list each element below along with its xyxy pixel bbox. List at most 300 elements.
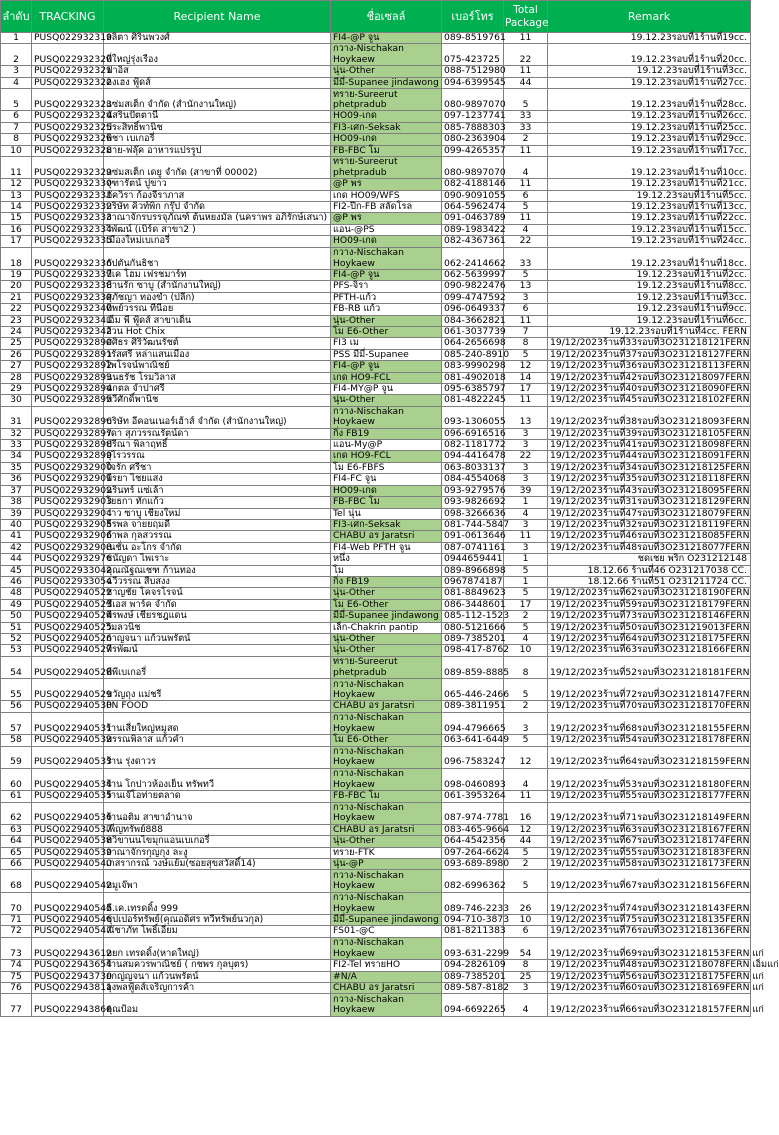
- cell-recipient-name[interactable]: PN FOOD: [104, 701, 331, 712]
- cell-sales-name[interactable]: HO09-เกด: [331, 111, 442, 122]
- cell-sales-name[interactable]: เกด HO9-FCL: [331, 372, 442, 383]
- cell-tracking[interactable]: PUSQ022940540: [32, 859, 104, 870]
- cell-sales-name[interactable]: FI2-Tel ทรายHO: [331, 960, 442, 971]
- cell-remark[interactable]: 19.12.23รอบที่1ร้านที่25cc.: [548, 122, 751, 133]
- cell-tracking[interactable]: PUSQ022933042: [32, 565, 104, 576]
- cell-remark[interactable]: 19/12/2023ร้านที่54รอบที่3O231218178FERN: [548, 735, 751, 746]
- cell-total-package[interactable]: 3: [504, 519, 548, 530]
- cell-no[interactable]: 61: [1, 791, 32, 802]
- cell-total-package[interactable]: 4: [504, 224, 548, 235]
- cell-no[interactable]: 10: [1, 145, 32, 156]
- cell-phone[interactable]: 088-7512980: [442, 66, 504, 77]
- cell-recipient-name[interactable]: พีรพัฒน์: [104, 645, 331, 656]
- cell-recipient-name[interactable]: ใจรัก ศรีชา: [104, 462, 331, 473]
- cell-no[interactable]: 15: [1, 213, 32, 224]
- cell-remark[interactable]: 19.12.23รอบที่1ร้านที่20cc.: [548, 44, 751, 66]
- cell-remark[interactable]: 19/12/2023ร้านที่52รอบที่3O231218181FERN: [548, 656, 751, 678]
- cell-remark[interactable]: 19/12/2023ร้านที่38รอบที่3O231218093FERN: [548, 406, 751, 428]
- cell-total-package[interactable]: 5: [504, 870, 548, 892]
- cell-remark[interactable]: 19/12/2023ร้านที่60รอบที่3O231218169FERN แก่: [548, 982, 751, 993]
- cell-total-package[interactable]: 13: [504, 281, 548, 292]
- cell-remark[interactable]: 19/12/2023ร้านที่34รอบที่3O231218125FERN: [548, 462, 751, 473]
- cell-tracking[interactable]: PUSQ022932903: [32, 497, 104, 508]
- cell-remark[interactable]: 19/12/2023ร้านที่66รอบที่3O231218157FERN แก่: [548, 994, 751, 1016]
- cell-sales-name[interactable]: FB-FBC โม: [331, 145, 442, 156]
- cell-sales-name[interactable]: #N/A: [331, 971, 442, 982]
- cell-no[interactable]: 26: [1, 349, 32, 360]
- cell-recipient-name[interactable]: พีพีเบเกอรี่: [104, 656, 331, 678]
- cell-no[interactable]: 71: [1, 915, 32, 926]
- cell-phone[interactable]: 094-4796665: [442, 712, 504, 734]
- cell-tracking[interactable]: PUSQ022932328: [32, 145, 104, 156]
- cell-tracking[interactable]: PUSQ022940542: [32, 870, 104, 892]
- cell-no[interactable]: 65: [1, 847, 32, 858]
- cell-remark[interactable]: 19.12.23รอบที่1ร้านที่21cc.: [548, 179, 751, 190]
- cell-remark[interactable]: 19.12.23รอบที่1ร้านที่13cc.: [548, 202, 751, 213]
- cell-remark[interactable]: 19.12.23รอบที่1ร้านที่29cc.: [548, 134, 751, 145]
- cell-sales-name[interactable]: FI4-Web PFTH จูน: [331, 542, 442, 553]
- cell-recipient-name[interactable]: พีรพงษ์ เชียรชฎแดน: [104, 611, 331, 622]
- cell-tracking[interactable]: PUSQ022932325: [32, 122, 104, 133]
- cell-remark[interactable]: 19.12.23รอบที่1ร้านที่6cc.: [548, 315, 751, 326]
- cell-sales-name[interactable]: CHABU อร Jaratsri: [331, 531, 442, 542]
- cell-total-package[interactable]: 11: [504, 315, 548, 326]
- cell-phone[interactable]: 064-2656698: [442, 338, 504, 349]
- cell-no[interactable]: 40: [1, 519, 32, 530]
- cell-tracking[interactable]: PUSQ022932900: [32, 462, 104, 473]
- cell-no[interactable]: 29: [1, 384, 32, 395]
- cell-tracking[interactable]: PUSQ022932321: [32, 66, 104, 77]
- cell-remark[interactable]: 19.12.23รอบที่1ร้านที่17cc.: [548, 145, 751, 156]
- cell-phone[interactable]: 095-6385797: [442, 384, 504, 395]
- cell-tracking[interactable]: PUSQ022932894: [32, 384, 104, 395]
- cell-remark[interactable]: 19/12/2023ร้านที่44รอบที่3O231218091FERN: [548, 451, 751, 462]
- cell-tracking[interactable]: PUSQ022932333: [32, 213, 104, 224]
- cell-remark[interactable]: 18.12.66 ร้านที่46 O231217038 CC.: [548, 565, 751, 576]
- cell-recipient-name[interactable]: นนธรัช โรมวิลาส: [104, 372, 331, 383]
- cell-phone[interactable]: 083-465-9664: [442, 824, 504, 835]
- cell-tracking[interactable]: PUSQ022940532: [32, 735, 104, 746]
- cell-no[interactable]: 39: [1, 508, 32, 519]
- cell-phone[interactable]: 089-1983422: [442, 224, 504, 235]
- cell-tracking[interactable]: PUSQ022932902: [32, 485, 104, 496]
- cell-remark[interactable]: 19/12/2023ร้านที่72รอบที่3O231218147FERN: [548, 679, 751, 701]
- cell-no[interactable]: 72: [1, 926, 32, 937]
- cell-remark[interactable]: 19.12.23รอบที่1ร้านที่5cc.: [548, 190, 751, 201]
- cell-tracking[interactable]: PUSQ022940546: [32, 915, 104, 926]
- cell-total-package[interactable]: 22: [504, 451, 548, 462]
- cell-phone[interactable]: 084-4554068: [442, 474, 504, 485]
- cell-no[interactable]: 50: [1, 611, 32, 622]
- cell-remark[interactable]: 19.12.23รอบที่1ร้านที่8cc.: [548, 281, 751, 292]
- cell-total-package[interactable]: 11: [504, 213, 548, 224]
- cell-remark[interactable]: 19/12/2023ร้านที่46รอบที่3O231218085FERN: [548, 531, 751, 542]
- cell-no[interactable]: 64: [1, 836, 32, 847]
- cell-no[interactable]: 8: [1, 134, 32, 145]
- cell-recipient-name[interactable]: ร้านเสี่ยใหญ่หมูสด: [104, 712, 331, 734]
- cell-remark[interactable]: 19/12/2023ร้านที่58รอบที่3O231218173FERN: [548, 859, 751, 870]
- cell-sales-name[interactable]: เกด HO09/WFS: [331, 190, 442, 201]
- cell-total-package[interactable]: 11: [504, 33, 548, 44]
- cell-no[interactable]: 17: [1, 236, 32, 247]
- cell-no[interactable]: 56: [1, 701, 32, 712]
- cell-sales-name[interactable]: ทราย-FTK: [331, 847, 442, 858]
- cell-total-package[interactable]: 1: [504, 497, 548, 508]
- cell-recipient-name[interactable]: ศศิธร ศิริวัฒนรัชต์: [104, 338, 331, 349]
- cell-no[interactable]: 75: [1, 971, 32, 982]
- header-recipient[interactable]: Recipient Name: [104, 1, 331, 33]
- cell-remark[interactable]: 19/12/2023ร้านที่71รอบที่3O231218149FERN: [548, 802, 751, 824]
- cell-recipient-name[interactable]: ว่าว ซาบู เชียงใหม่: [104, 508, 331, 519]
- cell-remark[interactable]: 19/12/2023ร้านที่47รอบที่3O231218079FERN: [548, 508, 751, 519]
- cell-tracking[interactable]: PUSQ022940523: [32, 599, 104, 610]
- cell-total-package[interactable]: 10: [504, 645, 548, 656]
- cell-total-package[interactable]: 3: [504, 982, 548, 993]
- cell-recipient-name[interactable]: ณัชาภัท โพธิ์เอี่ยม: [104, 926, 331, 937]
- cell-remark[interactable]: 19/12/2023ร้านที่31รอบที่3O231218129FERN: [548, 497, 751, 508]
- cell-phone[interactable]: 064-5962474: [442, 202, 504, 213]
- cell-remark[interactable]: 19.12.23รอบที่1ร้านที่24cc.: [548, 236, 751, 247]
- cell-tracking[interactable]: PUSQ022943654: [32, 960, 104, 971]
- cell-no[interactable]: 12: [1, 179, 32, 190]
- cell-no[interactable]: 30: [1, 395, 32, 406]
- cell-total-package[interactable]: 5: [504, 269, 548, 280]
- cell-recipient-name[interactable]: วรัสศรี หล่าแสนเมือง: [104, 349, 331, 360]
- cell-total-package[interactable]: 11: [504, 66, 548, 77]
- cell-recipient-name[interactable]: ดงเฮง ฟู้ดส์: [104, 77, 331, 88]
- cell-tracking[interactable]: PUSQ022932322: [32, 77, 104, 88]
- cell-recipient-name[interactable]: ศุภัชญา ทองขำ (ปลีก): [104, 292, 331, 303]
- cell-total-package[interactable]: 12: [504, 824, 548, 835]
- cell-sales-name[interactable]: กวาง-Nischakan Hoykaew: [331, 802, 442, 824]
- cell-phone[interactable]: 080-5121666: [442, 622, 504, 633]
- cell-recipient-name[interactable]: ทิพย์วรรณ ทีนีอย: [104, 304, 331, 315]
- cell-recipient-name[interactable]: จุฑารัตน์ ปูขาว: [104, 179, 331, 190]
- cell-tracking[interactable]: PUSQ022932891: [32, 349, 104, 360]
- cell-phone[interactable]: 096-6916516: [442, 428, 504, 439]
- cell-phone[interactable]: 082-6996362: [442, 870, 504, 892]
- cell-no[interactable]: 24: [1, 327, 32, 338]
- cell-tracking[interactable]: PUSQ022940530: [32, 701, 104, 712]
- cell-no[interactable]: 59: [1, 746, 32, 768]
- cell-sales-name[interactable]: @P พร: [331, 213, 442, 224]
- cell-remark[interactable]: 19/12/2023ร้านที่68รอบที่3O231218155FERN: [548, 712, 751, 734]
- cell-sales-name[interactable]: กวาง-Nischakan Hoykaew: [331, 994, 442, 1016]
- cell-sales-name[interactable]: มีมี่-Supanee jindawong: [331, 77, 442, 88]
- cell-recipient-name[interactable]: มาย-ฟลุ๊ค อาหารแปรรูป: [104, 145, 331, 156]
- cell-recipient-name[interactable]: เมืองใหม่เบเกอรี่: [104, 236, 331, 247]
- cell-remark[interactable]: 19/12/2023ร้านที่33รอบที่3O231218121FERN: [548, 338, 751, 349]
- cell-no[interactable]: 32: [1, 428, 32, 439]
- cell-remark[interactable]: 19/12/2023ร้านที่39รอบที่3O231218105FERN: [548, 428, 751, 439]
- cell-tracking[interactable]: PUSQ022940526: [32, 633, 104, 644]
- cell-no[interactable]: 33: [1, 440, 32, 451]
- cell-total-package[interactable]: 8: [504, 338, 548, 349]
- cell-tracking[interactable]: PUSQ022940536: [32, 802, 104, 824]
- cell-recipient-name[interactable]: อาณาจักรกุญกุง ละงู: [104, 847, 331, 858]
- cell-total-package[interactable]: 5: [504, 202, 548, 213]
- cell-remark[interactable]: 19/12/2023ร้านที่67รอบที่3O231218174FERN: [548, 836, 751, 847]
- cell-remark[interactable]: 19/12/2023ร้านที่45รอบที่3O231218102FERN: [548, 395, 751, 406]
- cell-no[interactable]: 54: [1, 656, 32, 678]
- cell-total-package[interactable]: 33: [504, 122, 548, 133]
- cell-sales-name[interactable]: โม: [331, 565, 442, 576]
- cell-phone[interactable]: 087-974-7781: [442, 802, 504, 824]
- cell-sales-name[interactable]: CHABU อร Jaratsri: [331, 701, 442, 712]
- cell-total-package[interactable]: 8: [504, 960, 548, 971]
- cell-recipient-name[interactable]: หยก เทรดดิ้ง(หาดใหญ่): [104, 937, 331, 959]
- cell-tracking[interactable]: PUSQ022940527: [32, 645, 104, 656]
- cell-recipient-name[interactable]: ประสิทธิ์พานิช: [104, 122, 331, 133]
- cell-no[interactable]: 11: [1, 156, 32, 178]
- cell-sales-name[interactable]: ทราย-Sureerut phetpradub: [331, 656, 442, 678]
- cell-total-package[interactable]: 4: [504, 508, 548, 519]
- cell-total-package[interactable]: 5: [504, 847, 548, 858]
- cell-recipient-name[interactable]: พีรยา ไชยแสง: [104, 474, 331, 485]
- cell-no[interactable]: 36: [1, 474, 32, 485]
- cell-total-package[interactable]: 14: [504, 372, 548, 383]
- cell-total-package[interactable]: 22: [504, 236, 548, 247]
- cell-phone[interactable]: 093-9279576: [442, 485, 504, 496]
- cell-tracking[interactable]: PUSQ022940522: [32, 588, 104, 599]
- cell-no[interactable]: 7: [1, 122, 32, 133]
- cell-sales-name[interactable]: กวาง-Nischakan Hoykaew: [331, 247, 442, 269]
- cell-sales-name[interactable]: HO09-เกด: [331, 236, 442, 247]
- cell-total-package[interactable]: 5: [504, 588, 548, 599]
- cell-tracking[interactable]: PUSQ022932337: [32, 269, 104, 280]
- cell-recipient-name[interactable]: ปรีณา พิลาฤทธิ์: [104, 440, 331, 451]
- cell-total-package[interactable]: 33: [504, 247, 548, 269]
- cell-sales-name[interactable]: โม E6-FBFS: [331, 462, 442, 473]
- cell-phone[interactable]: 062-5639997: [442, 269, 504, 280]
- cell-phone[interactable]: 080-9897070: [442, 89, 504, 111]
- cell-sales-name[interactable]: FI3-เศก-Seksak: [331, 122, 442, 133]
- cell-no[interactable]: 46: [1, 576, 32, 587]
- cell-recipient-name[interactable]: พิชา เบเกอรี่: [104, 134, 331, 145]
- cell-total-package[interactable]: 3: [504, 428, 548, 439]
- cell-phone[interactable]: 082-1181772: [442, 440, 504, 451]
- cell-tracking[interactable]: PUSQ022940533: [32, 746, 104, 768]
- cell-tracking[interactable]: PUSQ022943811: [32, 982, 104, 993]
- cell-remark[interactable]: 19/12/2023ร้านที่32รอบที่3O231218119FERN: [548, 519, 751, 530]
- cell-phone[interactable]: 094-6692265: [442, 994, 504, 1016]
- cell-tracking[interactable]: PUSQ022932334: [32, 224, 104, 235]
- cell-recipient-name[interactable]: ทวิขานนไขมุกแอนเบเกอรี่: [104, 836, 331, 847]
- cell-total-package[interactable]: 26: [504, 892, 548, 914]
- header-no[interactable]: ลำดับ: [1, 1, 32, 33]
- cell-sales-name[interactable]: PFTH-แก้ว: [331, 292, 442, 303]
- cell-sales-name[interactable]: กวาง-Nischakan Hoykaew: [331, 892, 442, 914]
- cell-recipient-name[interactable]: ร้านเจ๊โอท่ายตลาด: [104, 791, 331, 802]
- cell-remark[interactable]: 19.12.23รอบที่1ร้านที่3cc.: [548, 66, 751, 77]
- cell-phone[interactable]: 093-1306055: [442, 406, 504, 428]
- cell-total-package[interactable]: 7: [504, 327, 548, 338]
- cell-no[interactable]: 52: [1, 633, 32, 644]
- cell-no[interactable]: 45: [1, 565, 32, 576]
- cell-remark[interactable]: 19/12/2023ร้านที่48รอบที่3O231218077FERN: [548, 542, 751, 553]
- cell-no[interactable]: 41: [1, 531, 32, 542]
- cell-recipient-name[interactable]: นกตล จำปาศรี: [104, 384, 331, 395]
- cell-total-package[interactable]: 11: [504, 531, 548, 542]
- cell-phone[interactable]: 094-6399545: [442, 77, 504, 88]
- cell-no[interactable]: 5: [1, 89, 32, 111]
- cell-no[interactable]: 19: [1, 269, 32, 280]
- cell-total-package[interactable]: 8: [504, 656, 548, 678]
- cell-tracking[interactable]: PUSQ022932976: [32, 554, 104, 565]
- cell-remark[interactable]: 19/12/2023ร้านที่67รอบที่3O231218156FERN: [548, 870, 751, 892]
- cell-tracking[interactable]: PUSQ022940528: [32, 656, 104, 678]
- cell-phone[interactable]: 089-859-8885: [442, 656, 504, 678]
- cell-no[interactable]: 77: [1, 994, 32, 1016]
- cell-recipient-name[interactable]: เนชั่น อะโกร จำกัด: [104, 542, 331, 553]
- cell-no[interactable]: 63: [1, 824, 32, 835]
- cell-no[interactable]: 73: [1, 937, 32, 959]
- cell-phone[interactable]: 093-631-2299: [442, 937, 504, 959]
- cell-total-package[interactable]: 16: [504, 802, 548, 824]
- cell-recipient-name[interactable]: โยธกา ทักแก้ว: [104, 497, 331, 508]
- cell-no[interactable]: 62: [1, 802, 32, 824]
- cell-sales-name[interactable]: FI4-FC จูน: [331, 474, 442, 485]
- cell-no[interactable]: 16: [1, 224, 32, 235]
- cell-phone[interactable]: 081-8211383: [442, 926, 504, 937]
- cell-phone[interactable]: 089-8966898: [442, 565, 504, 576]
- cell-sales-name[interactable]: HO09-เกด: [331, 485, 442, 496]
- cell-recipient-name[interactable]: วิมลวนิช: [104, 622, 331, 633]
- cell-recipient-name[interactable]: ธีรพล จายยฤมดี: [104, 519, 331, 530]
- cell-phone[interactable]: 089-7385201: [442, 971, 504, 982]
- cell-sales-name[interactable]: กวาง-Nischakan Hoykaew: [331, 679, 442, 701]
- cell-sales-name[interactable]: นุ่น-Other: [331, 395, 442, 406]
- cell-tracking[interactable]: PUSQ022932895: [32, 395, 104, 406]
- cell-phone[interactable]: 063-8033137: [442, 462, 504, 473]
- cell-phone[interactable]: 090-9091055: [442, 190, 504, 201]
- cell-sales-name[interactable]: โม E6-Other: [331, 735, 442, 746]
- cell-tracking[interactable]: PUSQ022932330: [32, 179, 104, 190]
- cell-sales-name[interactable]: PSS มีมี่-Supanee: [331, 349, 442, 360]
- cell-total-package[interactable]: 3: [504, 440, 548, 451]
- cell-total-package[interactable]: 2: [504, 859, 548, 870]
- cell-sales-name[interactable]: กวาง-Nischakan Hoykaew: [331, 768, 442, 790]
- header-tracking[interactable]: TRACKING: [32, 1, 104, 33]
- cell-phone[interactable]: 089-8519761: [442, 33, 504, 44]
- cell-no[interactable]: 57: [1, 712, 32, 734]
- cell-phone[interactable]: 087-0741161: [442, 542, 504, 553]
- cell-recipient-name[interactable]: คุณป้อม: [104, 994, 331, 1016]
- cell-sales-name[interactable]: CHABU อร Jaratsri: [331, 982, 442, 993]
- cell-remark[interactable]: 19.12.23รอบที่1ร้านที่4cc. FERN: [548, 327, 751, 338]
- cell-tracking[interactable]: PUSQ022940531: [32, 712, 104, 734]
- cell-total-package[interactable]: 2: [504, 701, 548, 712]
- cell-total-package[interactable]: 4: [504, 156, 548, 178]
- cell-recipient-name[interactable]: อ้วน Hot Chix: [104, 327, 331, 338]
- cell-sales-name[interactable]: FB-FBC โม: [331, 791, 442, 802]
- cell-total-package[interactable]: 4: [504, 768, 548, 790]
- cell-no[interactable]: 18: [1, 247, 32, 269]
- cell-phone[interactable]: 075-423725: [442, 44, 504, 66]
- cell-tracking[interactable]: PUSQ022943730: [32, 971, 104, 982]
- cell-phone[interactable]: 094-2826109: [442, 960, 504, 971]
- cell-recipient-name[interactable]: กัปตันกันธิชา: [104, 247, 331, 269]
- cell-total-package[interactable]: 12: [504, 361, 548, 372]
- cell-remark[interactable]: 19/12/2023ร้านที่70รอบที่3O231218170FERN: [548, 701, 751, 712]
- cell-phone[interactable]: 096-0649337: [442, 304, 504, 315]
- cell-total-package[interactable]: 11: [504, 145, 548, 156]
- cell-sales-name[interactable]: นุ่น-Other: [331, 588, 442, 599]
- cell-no[interactable]: 70: [1, 892, 32, 914]
- cell-recipient-name[interactable]: ลลิตา ศิรินพวงศ์: [104, 33, 331, 44]
- cell-no[interactable]: 14: [1, 202, 32, 213]
- cell-recipient-name[interactable]: ร้าน รุ่งดาวร: [104, 746, 331, 768]
- cell-sales-name[interactable]: แอน-My@P: [331, 440, 442, 451]
- cell-remark[interactable]: 19/12/2023ร้านที่53รอบที่3O231218180FERN: [548, 768, 751, 790]
- cell-phone[interactable]: 064-4542356: [442, 836, 504, 847]
- cell-no[interactable]: 31: [1, 406, 32, 428]
- cell-total-package[interactable]: 4: [504, 994, 548, 1016]
- cell-no[interactable]: 28: [1, 372, 32, 383]
- header-sales[interactable]: ชื่อเซลล์: [331, 1, 442, 33]
- cell-total-package[interactable]: 5: [504, 735, 548, 746]
- cell-tracking[interactable]: PUSQ022940535: [32, 791, 104, 802]
- cell-no[interactable]: 74: [1, 960, 32, 971]
- cell-total-package[interactable]: 4: [504, 633, 548, 644]
- cell-tracking[interactable]: PUSQ022932335: [32, 236, 104, 247]
- cell-sales-name[interactable]: กวาง-Nischakan Hoykaew: [331, 937, 442, 959]
- cell-tracking[interactable]: PUSQ022943612: [32, 937, 104, 959]
- cell-remark[interactable]: 19/12/2023ร้านที่63รอบที่3O231218166FERN: [548, 645, 751, 656]
- cell-tracking[interactable]: PUSQ022932901: [32, 474, 104, 485]
- cell-phone[interactable]: 082-4188146: [442, 179, 504, 190]
- cell-phone[interactable]: 080-9897070: [442, 156, 504, 178]
- cell-phone[interactable]: 091-0613646: [442, 531, 504, 542]
- cell-recipient-name[interactable]: ดี.เค.เทรดดิ้ง 999: [104, 892, 331, 914]
- cell-sales-name[interactable]: FI2-ปีก-FB สลัดโรล: [331, 202, 442, 213]
- cell-total-package[interactable]: 39: [504, 485, 548, 496]
- cell-total-package[interactable]: 6: [504, 304, 548, 315]
- cell-recipient-name[interactable]: ฟาอิส: [104, 66, 331, 77]
- cell-no[interactable]: 38: [1, 497, 32, 508]
- cell-recipient-name[interactable]: บริษัท อีคอนเนอร์เฮ้าส์ จำกัด (สำนักงานใหญ่): [104, 406, 331, 428]
- cell-tracking[interactable]: PUSQ022940545: [32, 892, 104, 914]
- cell-no[interactable]: 2: [1, 44, 32, 66]
- cell-recipient-name[interactable]: คุณณัฐณเชฑ ก้านทอง: [104, 565, 331, 576]
- cell-recipient-name[interactable]: ชนัญดา ไพเราะ: [104, 554, 331, 565]
- cell-total-package[interactable]: 3: [504, 474, 548, 485]
- cell-no[interactable]: 60: [1, 768, 32, 790]
- cell-remark[interactable]: 19/12/2023ร้านที่55รอบที่3O231218183FERN: [548, 847, 751, 858]
- cell-no[interactable]: 20: [1, 281, 32, 292]
- cell-recipient-name[interactable]: รดา สุภวรรณรัตน์ดา: [104, 428, 331, 439]
- cell-tracking[interactable]: PUSQ022940547: [32, 926, 104, 937]
- cell-remark[interactable]: 19/12/2023ร้านที่50รอบที่3O231219013FERN: [548, 622, 751, 633]
- cell-sales-name[interactable]: กวาง-Nischakan Hoykaew: [331, 746, 442, 768]
- cell-remark[interactable]: 19/12/2023ร้านที่37รอบที่3O231218127FERN: [548, 349, 751, 360]
- cell-sales-name[interactable]: FI3-เศก-Seksak: [331, 519, 442, 530]
- cell-total-package[interactable]: 44: [504, 77, 548, 88]
- cell-phone[interactable]: 093-9826692: [442, 497, 504, 508]
- cell-remark[interactable]: 19/12/2023ร้านที่59รอบที่3O231218179FERN: [548, 599, 751, 610]
- cell-total-package[interactable]: 1: [504, 554, 548, 565]
- cell-remark[interactable]: 19.12.23รอบที่1ร้านที่19cc.: [548, 33, 751, 44]
- cell-phone[interactable]: 062-2414662: [442, 247, 504, 269]
- cell-phone[interactable]: 081-744-5847: [442, 519, 504, 530]
- cell-total-package[interactable]: 3: [504, 292, 548, 303]
- cell-sales-name[interactable]: PFS-จิรา: [331, 281, 442, 292]
- cell-tracking[interactable]: PUSQ022932331: [32, 190, 104, 201]
- cell-total-package[interactable]: 2: [504, 611, 548, 622]
- cell-no[interactable]: 34: [1, 451, 32, 462]
- cell-remark[interactable]: ชดเชย พริก O231212148: [548, 554, 751, 565]
- cell-total-package[interactable]: 10: [504, 915, 548, 926]
